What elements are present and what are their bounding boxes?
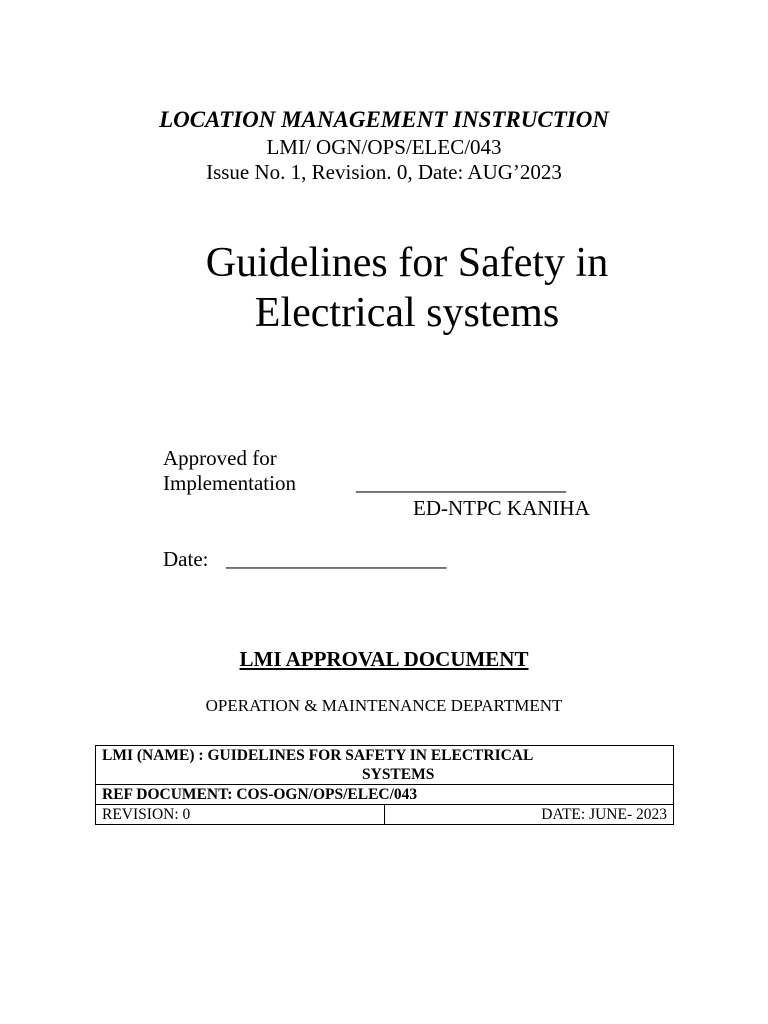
signature-line: ____________________ bbox=[356, 471, 566, 495]
approver-name: ED-NTPC KANIHA bbox=[413, 496, 590, 520]
ref-document-cell: REF DOCUMENT: COS-OGN/OPS/ELEC/043 bbox=[96, 785, 674, 805]
date-cell: DATE: JUNE- 2023 bbox=[385, 805, 674, 825]
department-name: OPERATION & MAINTENANCE DEPARTMENT bbox=[205, 696, 563, 715]
date-line: _____________________ bbox=[226, 547, 447, 571]
approval-document-heading: LMI APPROVAL DOCUMENT bbox=[239, 647, 529, 671]
table-row bbox=[96, 746, 674, 785]
document-type-heading: LOCATION MANAGEMENT INSTRUCTION bbox=[159, 107, 609, 132]
table-row bbox=[96, 785, 674, 805]
table-row bbox=[96, 805, 674, 825]
lmi-name-cell bbox=[96, 746, 674, 785]
approved-for-label: Approved for bbox=[163, 446, 277, 470]
lmi-name-line-2: SYSTEMS bbox=[362, 766, 435, 783]
implementation-label: Implementation bbox=[163, 471, 296, 495]
date-label: Date: bbox=[163, 547, 209, 571]
revision-cell: REVISION: 0 bbox=[96, 805, 385, 825]
issue-revision-date: Issue No. 1, Revision. 0, Date: AUG’2023 bbox=[206, 160, 562, 184]
lmi-name-line-1: LMI (NAME) : GUIDELINES FOR SAFETY IN ELECTRICAL bbox=[102, 747, 534, 764]
page-title-line-1: Guidelines for Safety in bbox=[205, 240, 609, 286]
lmi-details-table bbox=[95, 745, 674, 825]
page-title bbox=[0, 238, 768, 338]
document-code: LMI/ OGN/OPS/ELEC/043 bbox=[266, 135, 502, 159]
page-title-line-2: Electrical systems bbox=[254, 290, 560, 336]
